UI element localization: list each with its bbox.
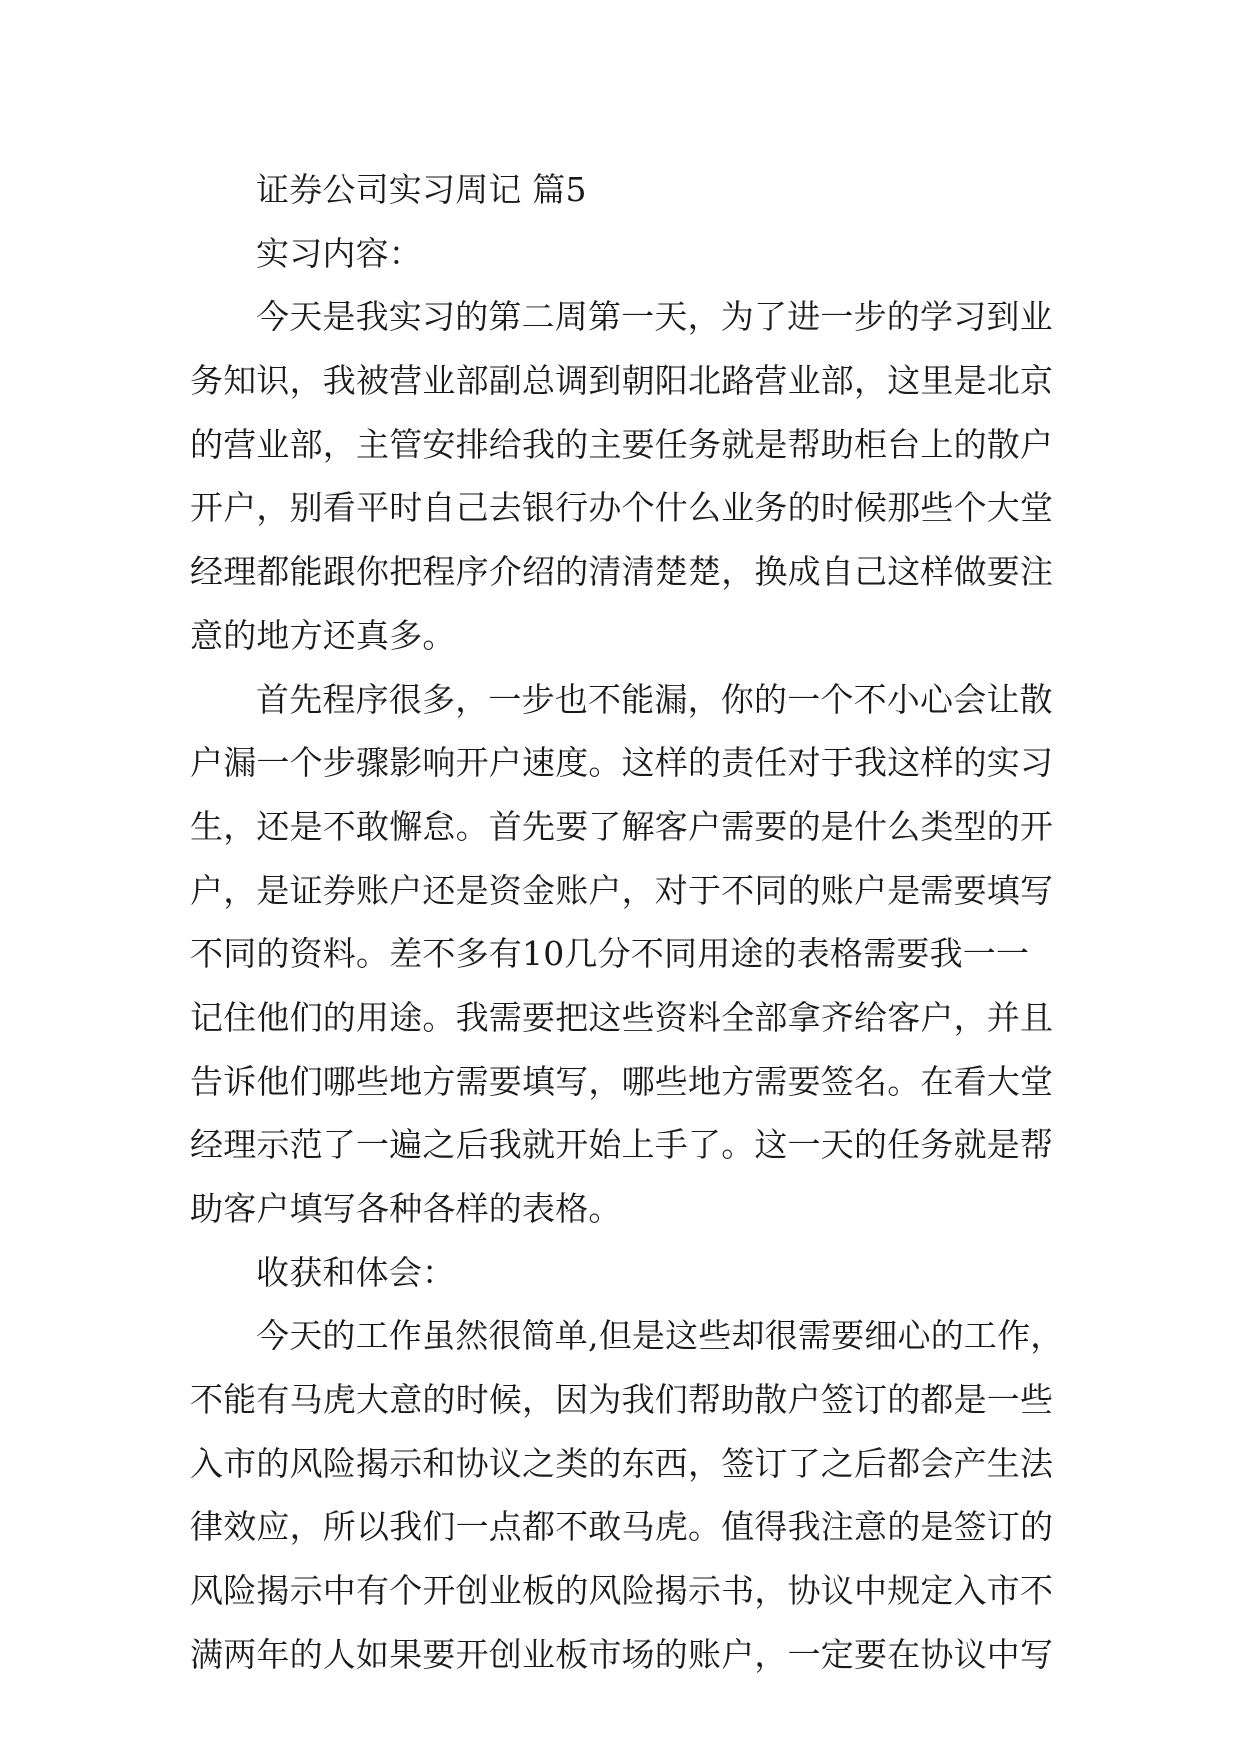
paragraph-line: 户漏一个步骤影响开户速度。这样的责任对于我这样的实习 (190, 743, 1054, 783)
paragraph-line: 记住他们的用途。我需要把这些资料全部拿齐给客户，并且 (190, 997, 1054, 1037)
paragraph-line: 务知识，我被营业部副总调到朝阳北路营业部，这里是北京 (190, 361, 1054, 401)
paragraph-line: 入市的风险揭示和协议之类的东西，签订了之后都会产生法 (190, 1443, 1054, 1483)
section-heading-content: 实习内容： (256, 233, 422, 273)
paragraph-line: 经理示范了一遍之后我就开始上手了。这一天的任务就是帮 (190, 1125, 1054, 1165)
paragraph-line: 不能有马虎大意的时候，因为我们帮助散户签订的都是一些 (190, 1380, 1054, 1420)
paragraph-line: 助客户填写各种各样的表格。 (190, 1189, 622, 1228)
document-title: 证券公司实习周记 篇5 (256, 170, 587, 209)
paragraph-line: 生，还是不敢懈怠。首先要了解客户需要的是什么类型的开 (190, 806, 1054, 846)
section-heading-reflection: 收获和体会： (256, 1252, 456, 1292)
paragraph-line: 的营业部，主管安排给我的主要任务就是帮助柜台上的散户 (190, 424, 1054, 464)
paragraph-line: 今天是我实习的第二周第一天，为了进一步的学习到业 (256, 297, 1053, 337)
paragraph-line: 告诉他们哪些地方需要填写，哪些地方需要签名。在看大堂 (190, 1061, 1054, 1101)
paragraph-line: 风险揭示中有个开创业板的风险揭示书，协议中规定入市不 (190, 1571, 1054, 1611)
paragraph-line: 今天的工作虽然很简单,但是这些却很需要细心的工作， (256, 1316, 1064, 1356)
paragraph-line: 经理都能跟你把程序介绍的清清楚楚，换成自己这样做要注 (190, 552, 1054, 592)
paragraph-line: 首先程序很多，一步也不能漏，你的一个不小心会让散 (256, 679, 1053, 719)
paragraph-line: 户，是证券账户还是资金账户，对于不同的账户是需要填写 (190, 870, 1054, 910)
paragraph-line: 不同的资料。差不多有10几分不同用途的表格需要我一一 (190, 934, 1030, 974)
document-body (190, 158, 1064, 1687)
paragraph-line: 意的地方还真多。 (190, 615, 456, 655)
paragraph-line: 满两年的人如果要开创业板市场的账户，一定要在协议中写 (190, 1634, 1054, 1674)
paragraph-line: 开户，别看平时自己去银行办个什么业务的时候那些个大堂 (190, 488, 1054, 528)
paragraph-line: 律效应，所以我们一点都不敢马虎。值得我注意的是签订的 (190, 1507, 1054, 1547)
